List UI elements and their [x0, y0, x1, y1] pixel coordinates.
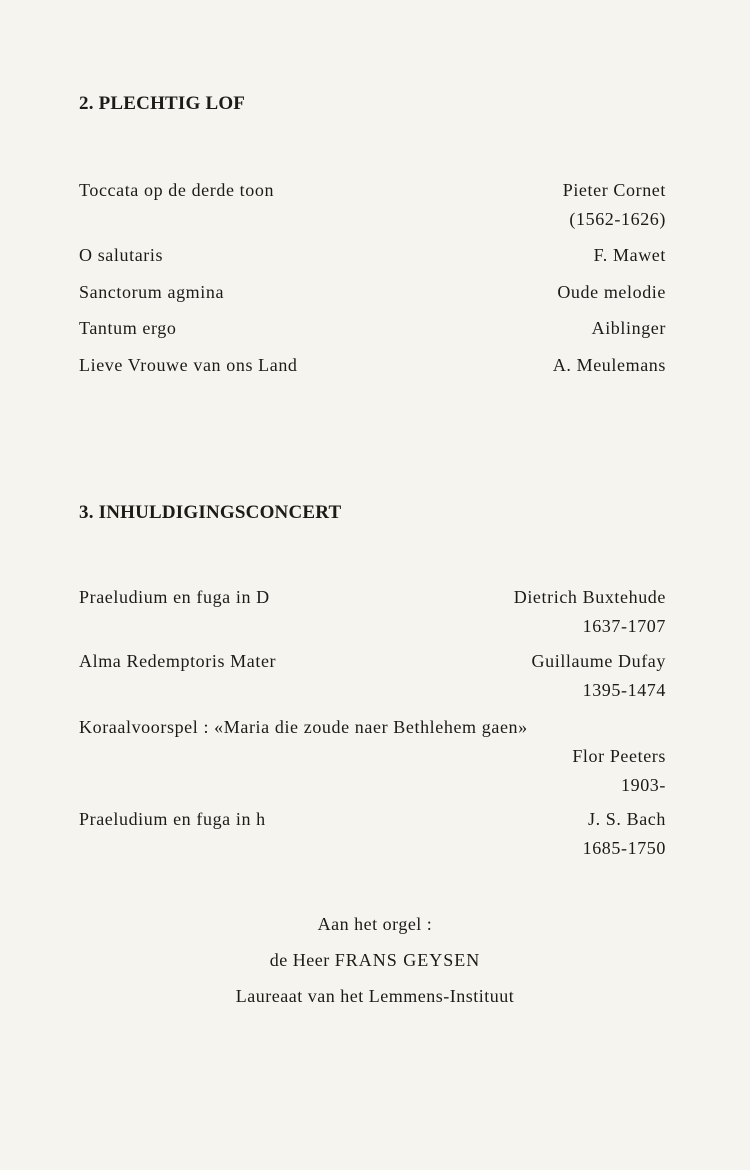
- composer-dates: 1395-1474: [582, 680, 666, 700]
- composer-dates: 1685-1750: [582, 838, 666, 858]
- piece-title: Alma Redemptoris Mater: [79, 651, 277, 671]
- composer-block: [563, 176, 666, 234]
- piece-title: Toccata op de derde toon: [79, 180, 275, 200]
- piece-title: Sanctorum agmina: [79, 282, 225, 302]
- organist-name: FRANS GEYSEN: [334, 950, 481, 970]
- composer-block: [514, 583, 666, 641]
- composer-block: [583, 805, 666, 863]
- piece-title: Tantum ergo: [79, 318, 177, 338]
- piece-title: Lieve Vrouwe van ons Land: [79, 355, 298, 375]
- composer-name: Pieter Cornet: [562, 180, 666, 200]
- composer-name: F. Mawet: [593, 245, 666, 265]
- piece-title: Koraalvoorspel : «Maria die zoude naer Bethlehem gaen»: [79, 717, 528, 737]
- organist-honorific: de Heer: [269, 950, 330, 970]
- composer-dates: 1637-1707: [582, 616, 666, 636]
- piece-title: Praeludium en fuga in D: [79, 587, 270, 607]
- composer-name: Flor Peeters: [572, 746, 666, 766]
- composer-dates: (1562-1626): [569, 209, 666, 229]
- composer-name: Dietrich Buxtehude: [513, 587, 666, 607]
- composer-block: [532, 647, 666, 705]
- section-heading-inhuldigingsconcert: 3. INHULDIGINGSCONCERT: [79, 502, 342, 523]
- composer-name: Guillaume Dufay: [531, 651, 666, 671]
- program-item: [79, 713, 666, 800]
- piece-title: O salutaris: [79, 245, 164, 265]
- composer-block: [79, 742, 666, 800]
- organist-title: Laureaat van het Lemmens-Instituut: [235, 986, 515, 1006]
- piece-title: Praeludium en fuga in h: [79, 809, 266, 829]
- organist-credit: [0, 906, 750, 1014]
- organ-label: Aan het orgel :: [317, 914, 433, 934]
- organist-line: [0, 942, 750, 978]
- composer-name: J. S. Bach: [588, 809, 666, 829]
- composer-name: Oude melodie: [557, 282, 666, 302]
- section-heading-plechtig-lof: 2. PLECHTIG LOF: [79, 93, 246, 114]
- composer-dates: 1903-: [621, 775, 666, 795]
- composer-name: Aiblinger: [591, 318, 666, 338]
- composer-name: A. Meulemans: [552, 355, 666, 375]
